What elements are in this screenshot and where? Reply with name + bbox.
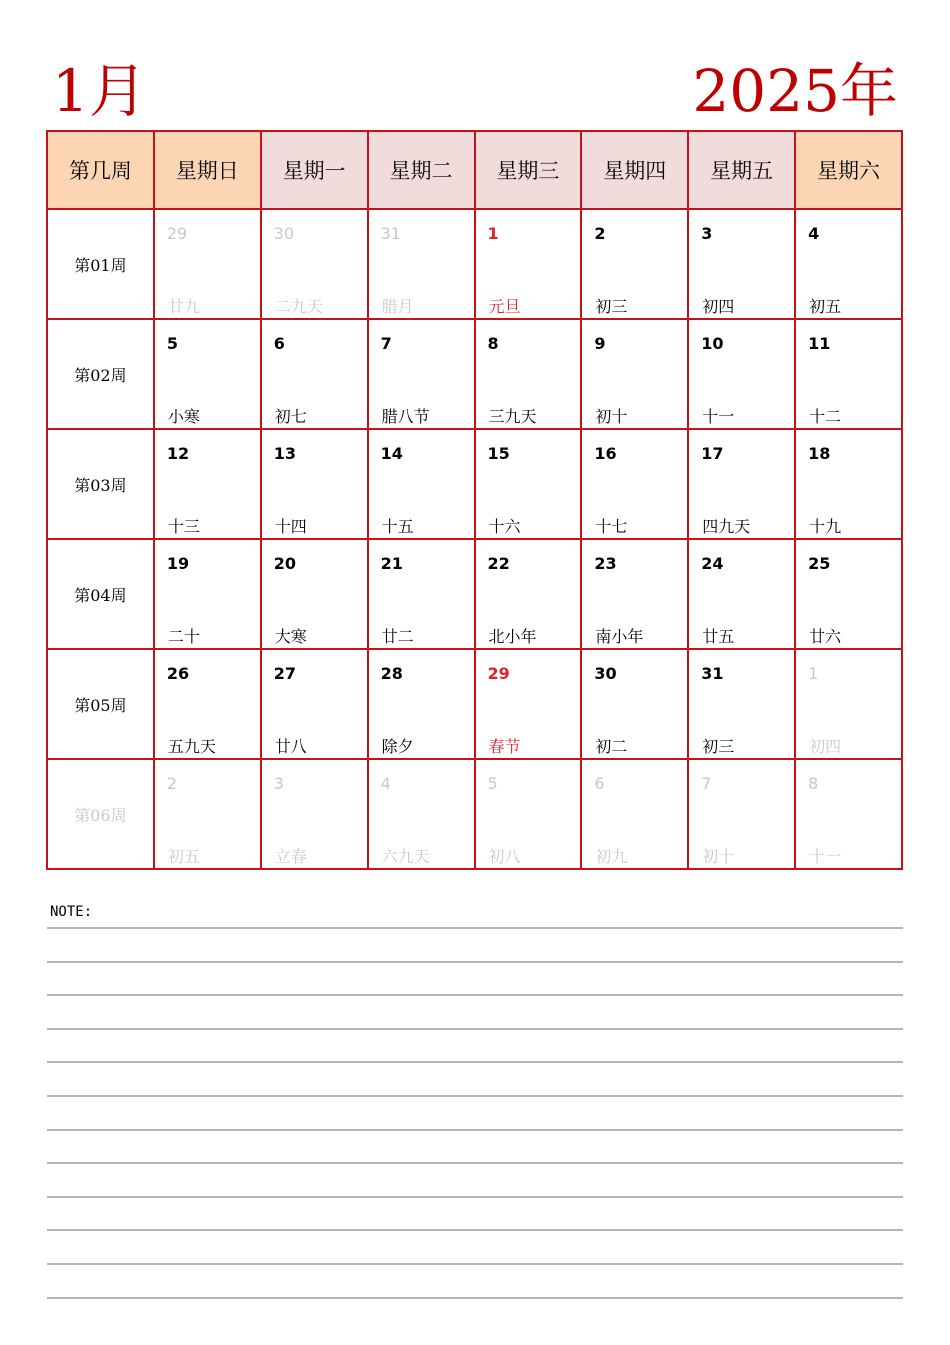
day-cell[interactable] [261,759,368,869]
day-cell[interactable] [154,649,261,759]
day-number: 29 [166,224,188,243]
day-number: 31 [701,664,724,683]
day-number: 19 [166,554,190,573]
week-label: 第06周 [47,759,154,869]
lunar-date: 南小年 [595,627,644,646]
day-cell[interactable] [368,429,475,539]
lunar-date: 初三 [595,297,628,316]
day-cell[interactable] [688,209,795,319]
lunar-date: 廿九 [167,297,200,316]
week-row [47,319,902,429]
lunar-date: 二九天 [274,297,323,316]
lunar-date: 十五 [381,517,414,536]
lunar-date: 十七 [595,517,628,536]
day-number: 29 [487,664,510,683]
day-number: 8 [487,334,499,353]
lunar-date: 廿六 [809,627,842,646]
day-cell[interactable] [581,539,688,649]
header-sunday: 星期日 [154,131,261,209]
day-number: 2 [594,224,606,243]
day-cell[interactable] [795,429,902,539]
day-cell[interactable] [261,209,368,319]
day-number: 7 [701,774,712,793]
lunar-date: 廿八 [274,737,307,756]
note-line[interactable] [47,994,903,996]
week-row [47,759,902,869]
day-number: 12 [166,444,190,463]
lunar-date: 除夕 [381,737,414,756]
note-label: NOTE: [50,904,93,920]
note-line[interactable] [47,1095,903,1097]
day-cell[interactable] [688,759,795,869]
note-line[interactable] [47,1229,903,1231]
day-number: 8 [808,774,819,793]
day-cell[interactable] [475,759,582,869]
week-row [47,209,902,319]
lunar-date: 十二 [809,407,842,426]
lunar-date: 十一 [809,847,842,866]
lunar-date: 北小年 [488,627,537,646]
lunar-date: 初五 [809,297,842,316]
day-number: 22 [487,554,510,573]
lunar-date: 初三 [702,737,735,756]
day-cell[interactable] [475,319,582,429]
day-number: 3 [701,224,713,243]
day-number: 6 [594,774,605,793]
day-cell[interactable] [688,539,795,649]
lunar-date: 十六 [488,517,521,536]
week-label: 第01周 [47,209,154,319]
day-number: 3 [273,774,284,793]
lunar-date: 三九天 [488,407,537,426]
day-cell[interactable] [261,429,368,539]
lunar-date: 六九天 [381,847,430,866]
day-number: 6 [273,334,285,353]
day-cell[interactable] [368,209,475,319]
day-number: 5 [487,774,498,793]
day-number: 30 [594,664,617,683]
day-cell[interactable] [154,209,261,319]
lunar-date: 四九天 [702,517,751,536]
note-line[interactable] [47,1162,903,1164]
day-cell[interactable] [688,649,795,759]
day-cell[interactable] [581,429,688,539]
year-title: 2025年 [692,57,898,125]
day-number: 15 [487,444,510,463]
lunar-date: 初四 [702,297,735,316]
day-cell[interactable] [795,759,902,869]
month-title: 1月 [52,57,147,125]
day-number: 27 [273,664,297,683]
week-label: 第05周 [47,649,154,759]
note-line[interactable] [47,1129,903,1131]
header-tuesday: 星期二 [368,131,475,209]
day-cell[interactable] [475,429,582,539]
day-number: 2 [166,774,178,793]
day-cell[interactable] [368,539,475,649]
lunar-date: 初四 [809,737,842,756]
day-cell[interactable] [475,209,582,319]
lunar-date: 初八 [488,847,521,866]
day-cell[interactable] [261,539,368,649]
lunar-date: 二十 [167,627,200,646]
day-number: 10 [701,334,724,353]
header-thursday: 星期四 [581,131,688,209]
lunar-date: 十一 [702,407,735,426]
day-cell[interactable] [368,649,475,759]
day-cell[interactable] [154,539,261,649]
day-number: 14 [380,444,403,463]
lunar-date: 元旦 [488,297,521,316]
note-line[interactable] [47,1297,903,1299]
day-cell[interactable] [475,649,582,759]
day-cell[interactable] [795,209,902,319]
day-cell[interactable] [795,319,902,429]
day-cell[interactable] [368,759,475,869]
day-number: 25 [808,554,831,573]
lunar-date: 初七 [274,407,307,426]
lunar-date: 大寒 [274,627,307,646]
header-friday: 星期五 [688,131,795,209]
header-saturday: 星期六 [795,131,902,209]
week-row [47,539,902,649]
calendar-body [47,209,902,869]
day-cell[interactable] [581,319,688,429]
lunar-date: 初十 [702,847,735,866]
week-label: 第03周 [47,429,154,539]
day-number: 1 [487,224,499,243]
lunar-date: 十三 [167,517,200,536]
day-cell[interactable] [795,649,902,759]
lunar-date: 初九 [595,847,628,866]
day-number: 24 [701,554,724,573]
lunar-date: 腊月 [381,297,414,316]
day-number: 18 [808,444,831,463]
lunar-date: 十九 [809,517,842,536]
day-cell[interactable] [581,209,688,319]
day-cell[interactable] [154,429,261,539]
week-label: 第02周 [47,319,154,429]
week-row [47,429,902,539]
header-week: 第几周 [47,131,154,209]
lunar-date: 初十 [595,407,628,426]
lunar-date: 五九天 [167,737,216,756]
lunar-date: 初二 [595,737,628,756]
day-cell[interactable] [688,319,795,429]
day-cell[interactable] [581,649,688,759]
note-line[interactable] [47,1061,903,1063]
lunar-date: 十四 [274,517,307,536]
header-wednesday: 星期三 [475,131,582,209]
day-cell[interactable] [154,759,261,869]
day-number: 11 [808,334,831,353]
day-number: 20 [273,554,297,573]
note-line[interactable] [47,1196,903,1198]
header-row [47,131,902,209]
day-number: 1 [808,664,819,683]
day-cell[interactable] [475,539,582,649]
header-monday: 星期一 [261,131,368,209]
lunar-date: 腊八节 [381,407,430,426]
day-number: 26 [166,664,190,683]
week-row [47,649,902,759]
day-number: 28 [380,664,403,683]
day-number: 23 [594,554,617,573]
lunar-date: 廿二 [381,627,414,646]
day-cell[interactable] [795,539,902,649]
day-number: 9 [594,334,606,353]
day-number: 13 [273,444,297,463]
day-number: 21 [380,554,403,573]
lunar-date: 小寒 [167,407,200,426]
day-number: 31 [380,224,401,243]
day-cell[interactable] [154,319,261,429]
day-number: 5 [166,334,179,353]
day-number: 7 [380,334,392,353]
calendar-grid [46,130,903,870]
day-number: 17 [701,444,724,463]
day-number: 4 [380,774,391,793]
week-label: 第04周 [47,539,154,649]
note-line[interactable] [47,927,903,929]
day-number: 16 [594,444,617,463]
day-cell[interactable] [261,649,368,759]
day-cell[interactable] [261,319,368,429]
day-cell[interactable] [688,429,795,539]
lunar-date: 廿五 [702,627,735,646]
lunar-date: 立春 [274,847,307,866]
day-number: 4 [808,224,820,243]
day-cell[interactable] [581,759,688,869]
note-line[interactable] [47,1028,903,1030]
day-number: 30 [273,224,295,243]
lunar-date: 春节 [488,737,521,756]
note-line[interactable] [47,961,903,963]
day-cell[interactable] [368,319,475,429]
lunar-date: 初五 [167,847,200,866]
note-line[interactable] [47,1263,903,1265]
